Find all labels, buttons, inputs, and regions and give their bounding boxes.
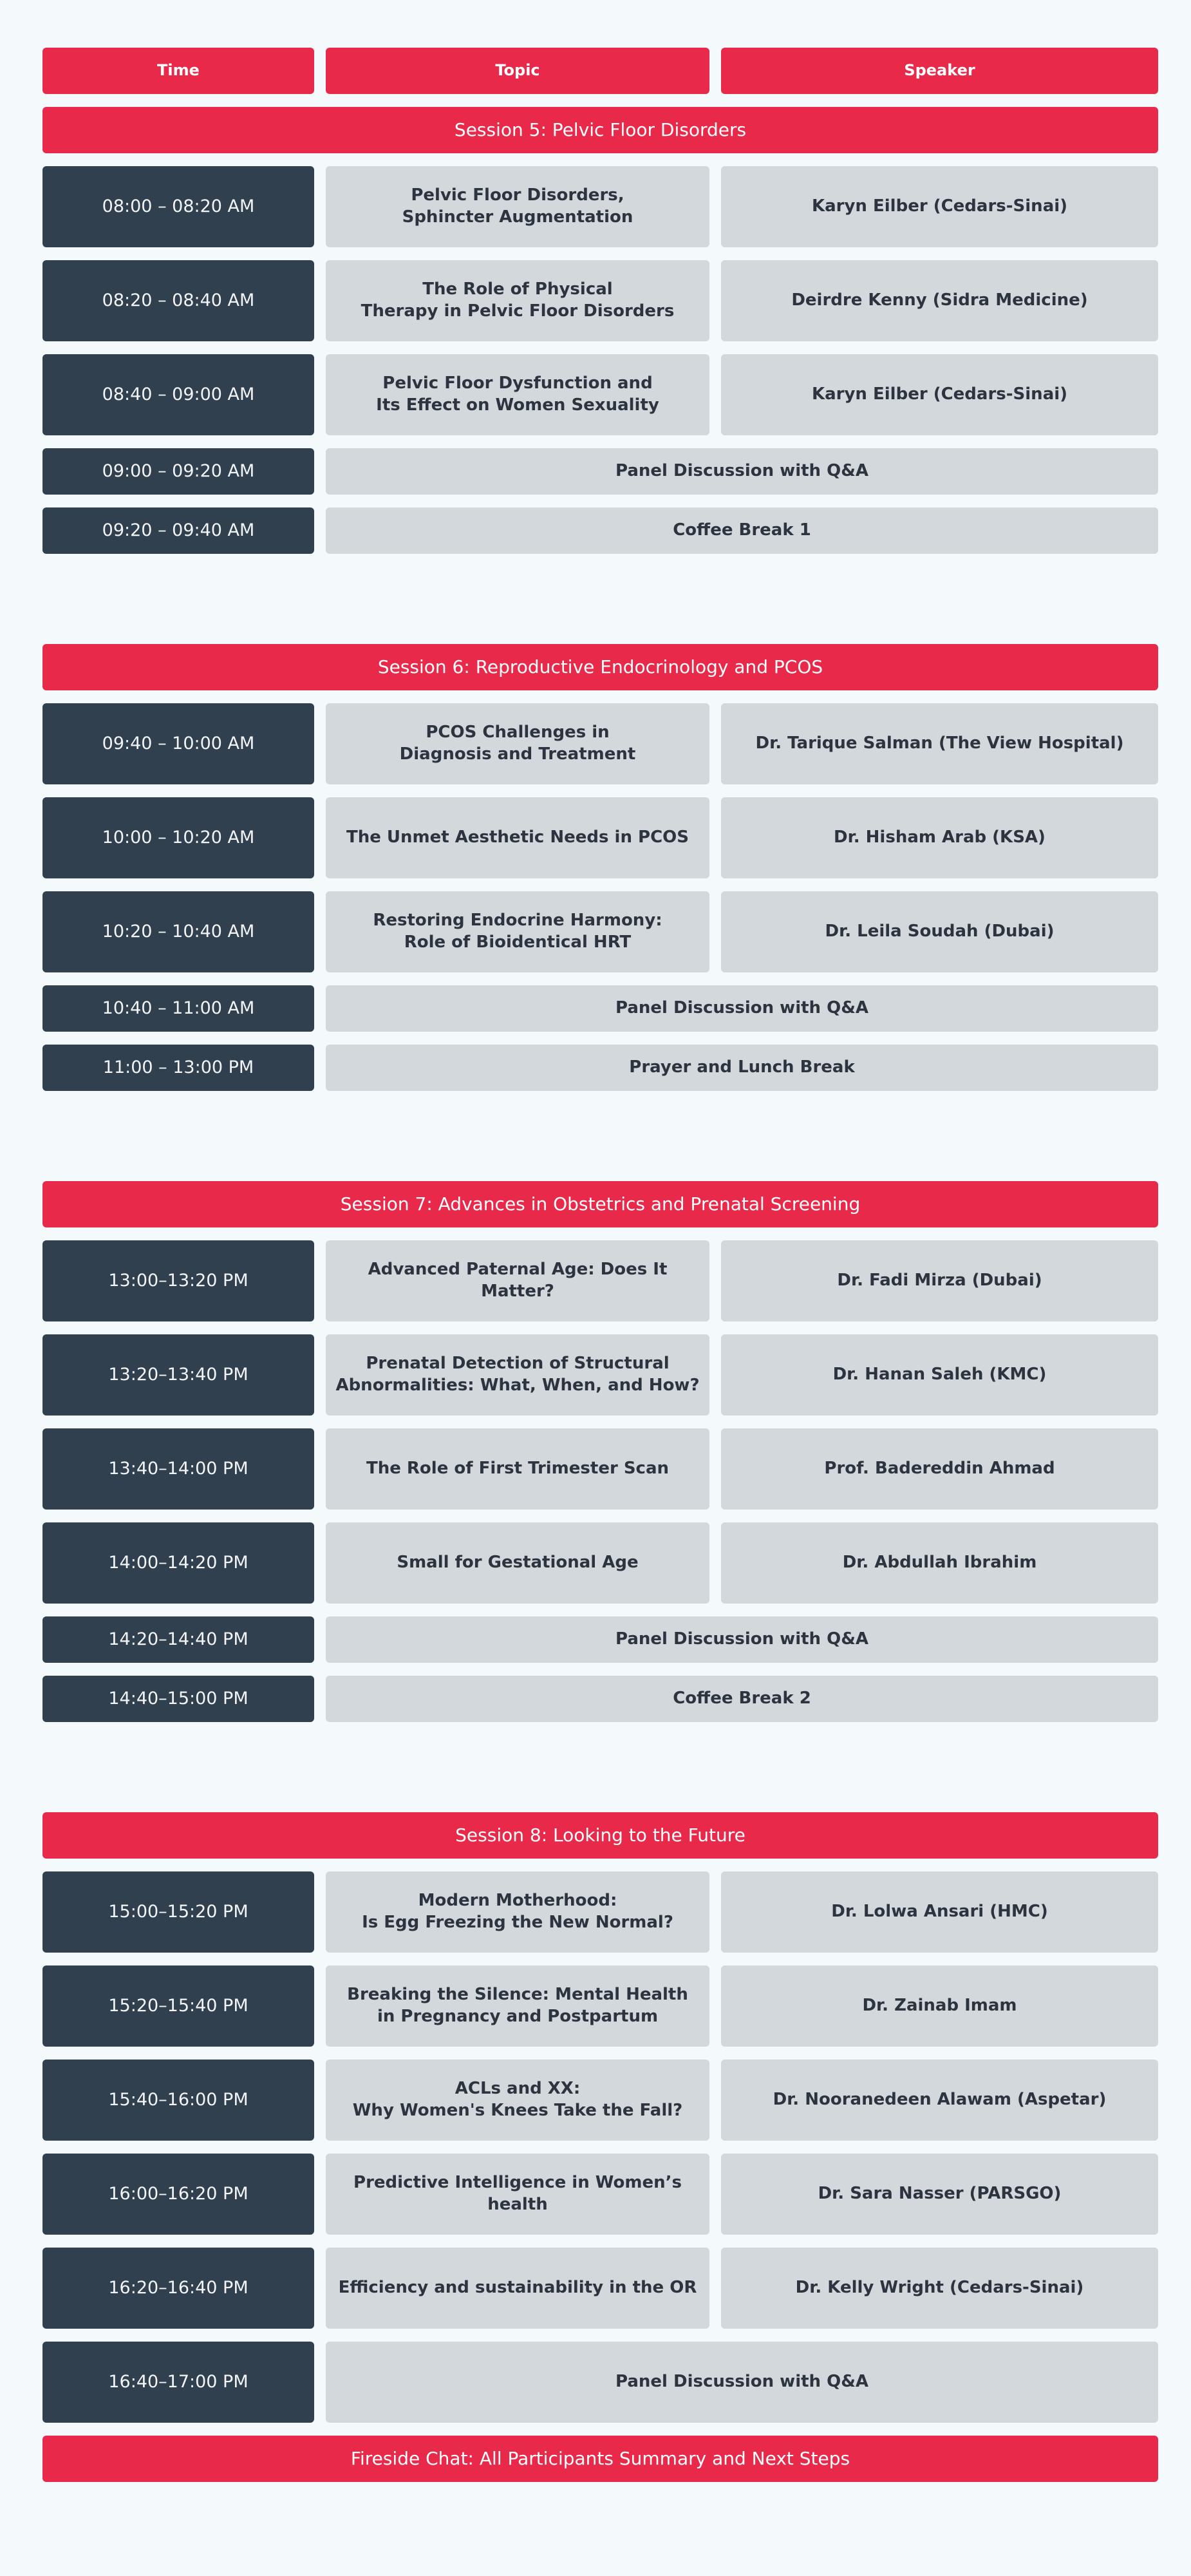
talk-time: 08:20 – 08:40 AM [42, 260, 314, 341]
talk-time: 15:40–16:00 PM [42, 2060, 314, 2141]
talk-row [42, 2154, 1158, 2235]
talk-row [42, 2060, 1158, 2141]
break-row [42, 507, 1158, 554]
talk-topic: Advanced Paternal Age: Does It Matter? [326, 1240, 709, 1321]
break-row [42, 985, 1158, 1032]
talk-row [42, 1871, 1158, 1953]
agenda [42, 48, 1158, 2495]
talk-row [42, 2248, 1158, 2329]
talk-topic: The Role of First Trimester Scan [326, 1428, 709, 1510]
panel-time: 16:40–17:00 PM [42, 2342, 314, 2423]
talk-speaker: Karyn Eilber (Cedars-Sinai) [721, 354, 1158, 435]
talk-topic: Pelvic Floor Dysfunction and Its Effect on Women Sexuality [326, 354, 709, 435]
break-label: Panel Discussion with Q&A [326, 985, 1158, 1032]
session-title: Session 5: Pelvic Floor Disorders [42, 107, 1158, 153]
session-gap [42, 1104, 1158, 1181]
talk-speaker: Dr. Hisham Arab (KSA) [721, 797, 1158, 878]
talk-time: 13:40–14:00 PM [42, 1428, 314, 1510]
talk-time: 15:00–15:20 PM [42, 1871, 314, 1953]
break-time: 14:20–14:40 PM [42, 1616, 314, 1663]
talk-time: 08:40 – 09:00 AM [42, 354, 314, 435]
talk-speaker: Dr. Hanan Saleh (KMC) [721, 1334, 1158, 1416]
talk-row [42, 1428, 1158, 1510]
talk-speaker: Karyn Eilber (Cedars-Sinai) [721, 166, 1158, 247]
talk-topic: Modern Motherhood: Is Egg Freezing the New Normal? [326, 1871, 709, 1953]
talk-topic: Efficiency and sustainability in the OR [326, 2248, 709, 2329]
break-time: 09:00 – 09:20 AM [42, 448, 314, 495]
talk-row [42, 260, 1158, 341]
session-gap [42, 1735, 1158, 1812]
talk-time: 16:20–16:40 PM [42, 2248, 314, 2329]
break-label: Coffee Break 1 [326, 507, 1158, 554]
break-label: Panel Discussion with Q&A [326, 448, 1158, 495]
talk-speaker: Dr. Fadi Mirza (Dubai) [721, 1240, 1158, 1321]
talk-speaker: Dr. Kelly Wright (Cedars-Sinai) [721, 2248, 1158, 2329]
talk-speaker: Dr. Leila Soudah (Dubai) [721, 891, 1158, 972]
break-time: 14:40–15:00 PM [42, 1676, 314, 1722]
session-title: Session 7: Advances in Obstetrics and Prenatal Screening [42, 1181, 1158, 1227]
talk-topic: PCOS Challenges in Diagnosis and Treatment [326, 703, 709, 784]
talk-topic: Pelvic Floor Disorders, Sphincter Augmentation [326, 166, 709, 247]
break-row [42, 448, 1158, 495]
break-label: Panel Discussion with Q&A [326, 1616, 1158, 1663]
talk-time: 16:00–16:20 PM [42, 2154, 314, 2235]
talk-row [42, 797, 1158, 878]
break-label: Prayer and Lunch Break [326, 1045, 1158, 1091]
talk-topic: Restoring Endocrine Harmony: Role of Bioidentical HRT [326, 891, 709, 972]
header-topic: Topic [326, 48, 709, 94]
break-time: 11:00 – 13:00 PM [42, 1045, 314, 1091]
talk-speaker: Dr. Zainab Imam [721, 1965, 1158, 2047]
header-speaker: Speaker [721, 48, 1158, 94]
break-label: Coffee Break 2 [326, 1676, 1158, 1722]
talk-time: 10:00 – 10:20 AM [42, 797, 314, 878]
session-gap [42, 567, 1158, 644]
talk-speaker: Dr. Tarique Salman (The View Hospital) [721, 703, 1158, 784]
talk-row [42, 166, 1158, 247]
talk-speaker: Dr. Lolwa Ansari (HMC) [721, 1871, 1158, 1953]
talk-row [42, 1965, 1158, 2047]
talk-row [42, 703, 1158, 784]
talk-row [42, 1334, 1158, 1416]
talk-time: 15:20–15:40 PM [42, 1965, 314, 2047]
talk-time: 13:00–13:20 PM [42, 1240, 314, 1321]
talk-topic: Predictive Intelligence in Women’s health [326, 2154, 709, 2235]
talk-time: 08:00 – 08:20 AM [42, 166, 314, 247]
talk-row [42, 354, 1158, 435]
talk-row [42, 1240, 1158, 1321]
talk-topic: Breaking the Silence: Mental Health in Pregnancy and Postpartum [326, 1965, 709, 2047]
talk-topic: ACLs and XX: Why Women's Knees Take the Fall? [326, 2060, 709, 2141]
talk-speaker: Deirdre Kenny (Sidra Medicine) [721, 260, 1158, 341]
header-time: Time [42, 48, 314, 94]
talk-time: 09:40 – 10:00 AM [42, 703, 314, 784]
closing-banner: Fireside Chat: All Participants Summary and Next Steps [42, 2436, 1158, 2482]
table-header [42, 48, 1158, 94]
break-row [42, 1616, 1158, 1663]
break-time: 09:20 – 09:40 AM [42, 507, 314, 554]
break-time: 10:40 – 11:00 AM [42, 985, 314, 1032]
talk-time: 14:00–14:20 PM [42, 1522, 314, 1604]
talk-topic: Small for Gestational Age [326, 1522, 709, 1604]
talk-topic: Prenatal Detection of Structural Abnormalities: What, When, and How? [326, 1334, 709, 1416]
talk-topic: The Unmet Aesthetic Needs in PCOS [326, 797, 709, 878]
panel-row [42, 2342, 1158, 2423]
talk-row [42, 891, 1158, 972]
talk-speaker: Dr. Abdullah Ibrahim [721, 1522, 1158, 1604]
talk-speaker: Dr. Sara Nasser (PARSGO) [721, 2154, 1158, 2235]
talk-time: 13:20–13:40 PM [42, 1334, 314, 1416]
talk-topic: The Role of Physical Therapy in Pelvic Floor Disorders [326, 260, 709, 341]
panel-label: Panel Discussion with Q&A [326, 2342, 1158, 2423]
talk-row [42, 1522, 1158, 1604]
break-row [42, 1045, 1158, 1091]
talk-time: 10:20 – 10:40 AM [42, 891, 314, 972]
talk-speaker: Dr. Nooranedeen Alawam (Aspetar) [721, 2060, 1158, 2141]
session-title: Session 8: Looking to the Future [42, 1812, 1158, 1859]
break-row [42, 1676, 1158, 1722]
session-title: Session 6: Reproductive Endocrinology and PCOS [42, 644, 1158, 690]
talk-speaker: Prof. Badereddin Ahmad [721, 1428, 1158, 1510]
